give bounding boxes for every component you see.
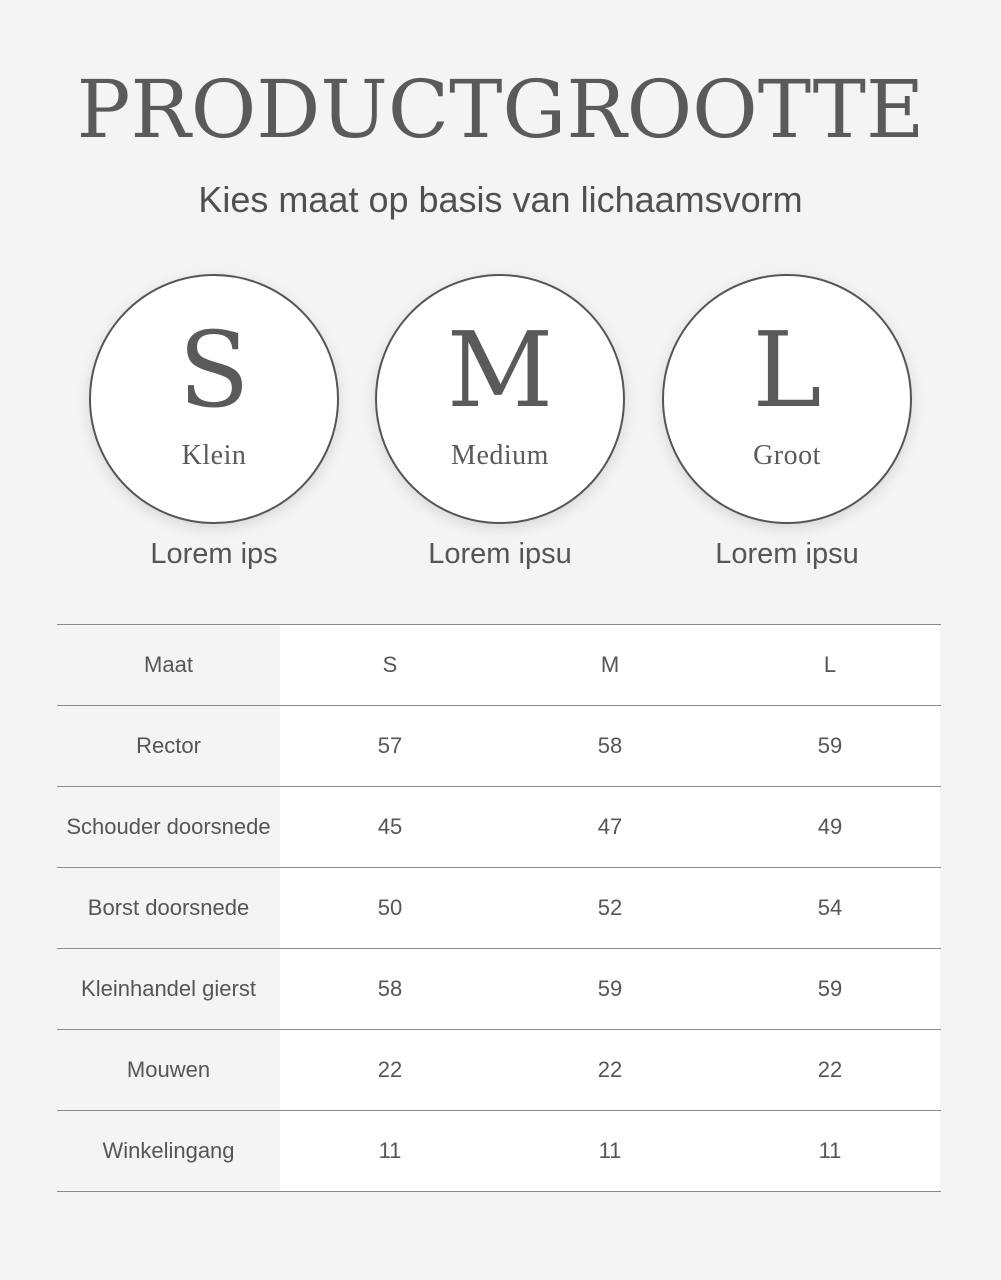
- row-value-s: 50: [280, 868, 500, 948]
- page-subtitle: Kies maat op basis van lichaamsvorm: [198, 179, 803, 220]
- row-label: Borst doorsnede: [57, 868, 280, 948]
- row-value-l: 54: [720, 868, 940, 948]
- size-card-small: [89, 274, 339, 571]
- table-row: [57, 1111, 941, 1192]
- row-value-s: 45: [280, 787, 500, 867]
- row-label: Mouwen: [57, 1030, 280, 1110]
- size-circle-large: [662, 274, 912, 524]
- row-value-l: 49: [720, 787, 940, 867]
- row-value-l: 22: [720, 1030, 940, 1110]
- size-card-large: [662, 274, 912, 571]
- table-row: [57, 1030, 941, 1111]
- row-label: Schouder doorsnede: [57, 787, 280, 867]
- row-value-m: 11: [500, 1111, 720, 1191]
- table-header-row: [57, 625, 941, 706]
- size-caption-large: Lorem ipsu: [715, 538, 859, 570]
- size-circle-small: [89, 274, 339, 524]
- table-row: [57, 706, 941, 787]
- size-name-medium: Medium: [451, 440, 549, 471]
- table-row: [57, 787, 941, 868]
- size-letter-large: L: [752, 309, 822, 431]
- table-row: [57, 949, 941, 1030]
- size-circle-medium: [375, 274, 625, 524]
- size-table: [57, 624, 941, 1192]
- row-value-m: 52: [500, 868, 720, 948]
- table-header-s: S: [280, 625, 500, 705]
- row-value-s: 22: [280, 1030, 500, 1110]
- row-label: Rector: [57, 706, 280, 786]
- row-label: Kleinhandel gierst: [57, 949, 280, 1029]
- row-value-l: 59: [720, 949, 940, 1029]
- table-row: [57, 868, 941, 949]
- size-card-medium: [375, 274, 625, 571]
- size-name-small: Klein: [181, 440, 247, 471]
- row-value-l: 59: [720, 706, 940, 786]
- row-value-m: 47: [500, 787, 720, 867]
- table-header-m: M: [500, 625, 720, 705]
- table-header-label: Maat: [57, 625, 280, 705]
- row-value-m: 59: [500, 949, 720, 1029]
- table-header-l: L: [720, 625, 940, 705]
- row-value-m: 22: [500, 1030, 720, 1110]
- row-value-s: 11: [280, 1111, 500, 1191]
- row-label: Winkelingang: [57, 1111, 280, 1191]
- size-letter-small: S: [178, 309, 250, 431]
- row-value-l: 11: [720, 1111, 940, 1191]
- size-letter-medium: M: [446, 309, 554, 431]
- size-name-large: Groot: [753, 440, 821, 471]
- row-value-s: 57: [280, 706, 500, 786]
- row-value-s: 58: [280, 949, 500, 1029]
- size-caption-small: Lorem ips: [150, 538, 278, 570]
- row-value-m: 58: [500, 706, 720, 786]
- page-title: PRODUCTGROOTTE: [76, 63, 925, 156]
- size-caption-medium: Lorem ipsu: [428, 538, 572, 570]
